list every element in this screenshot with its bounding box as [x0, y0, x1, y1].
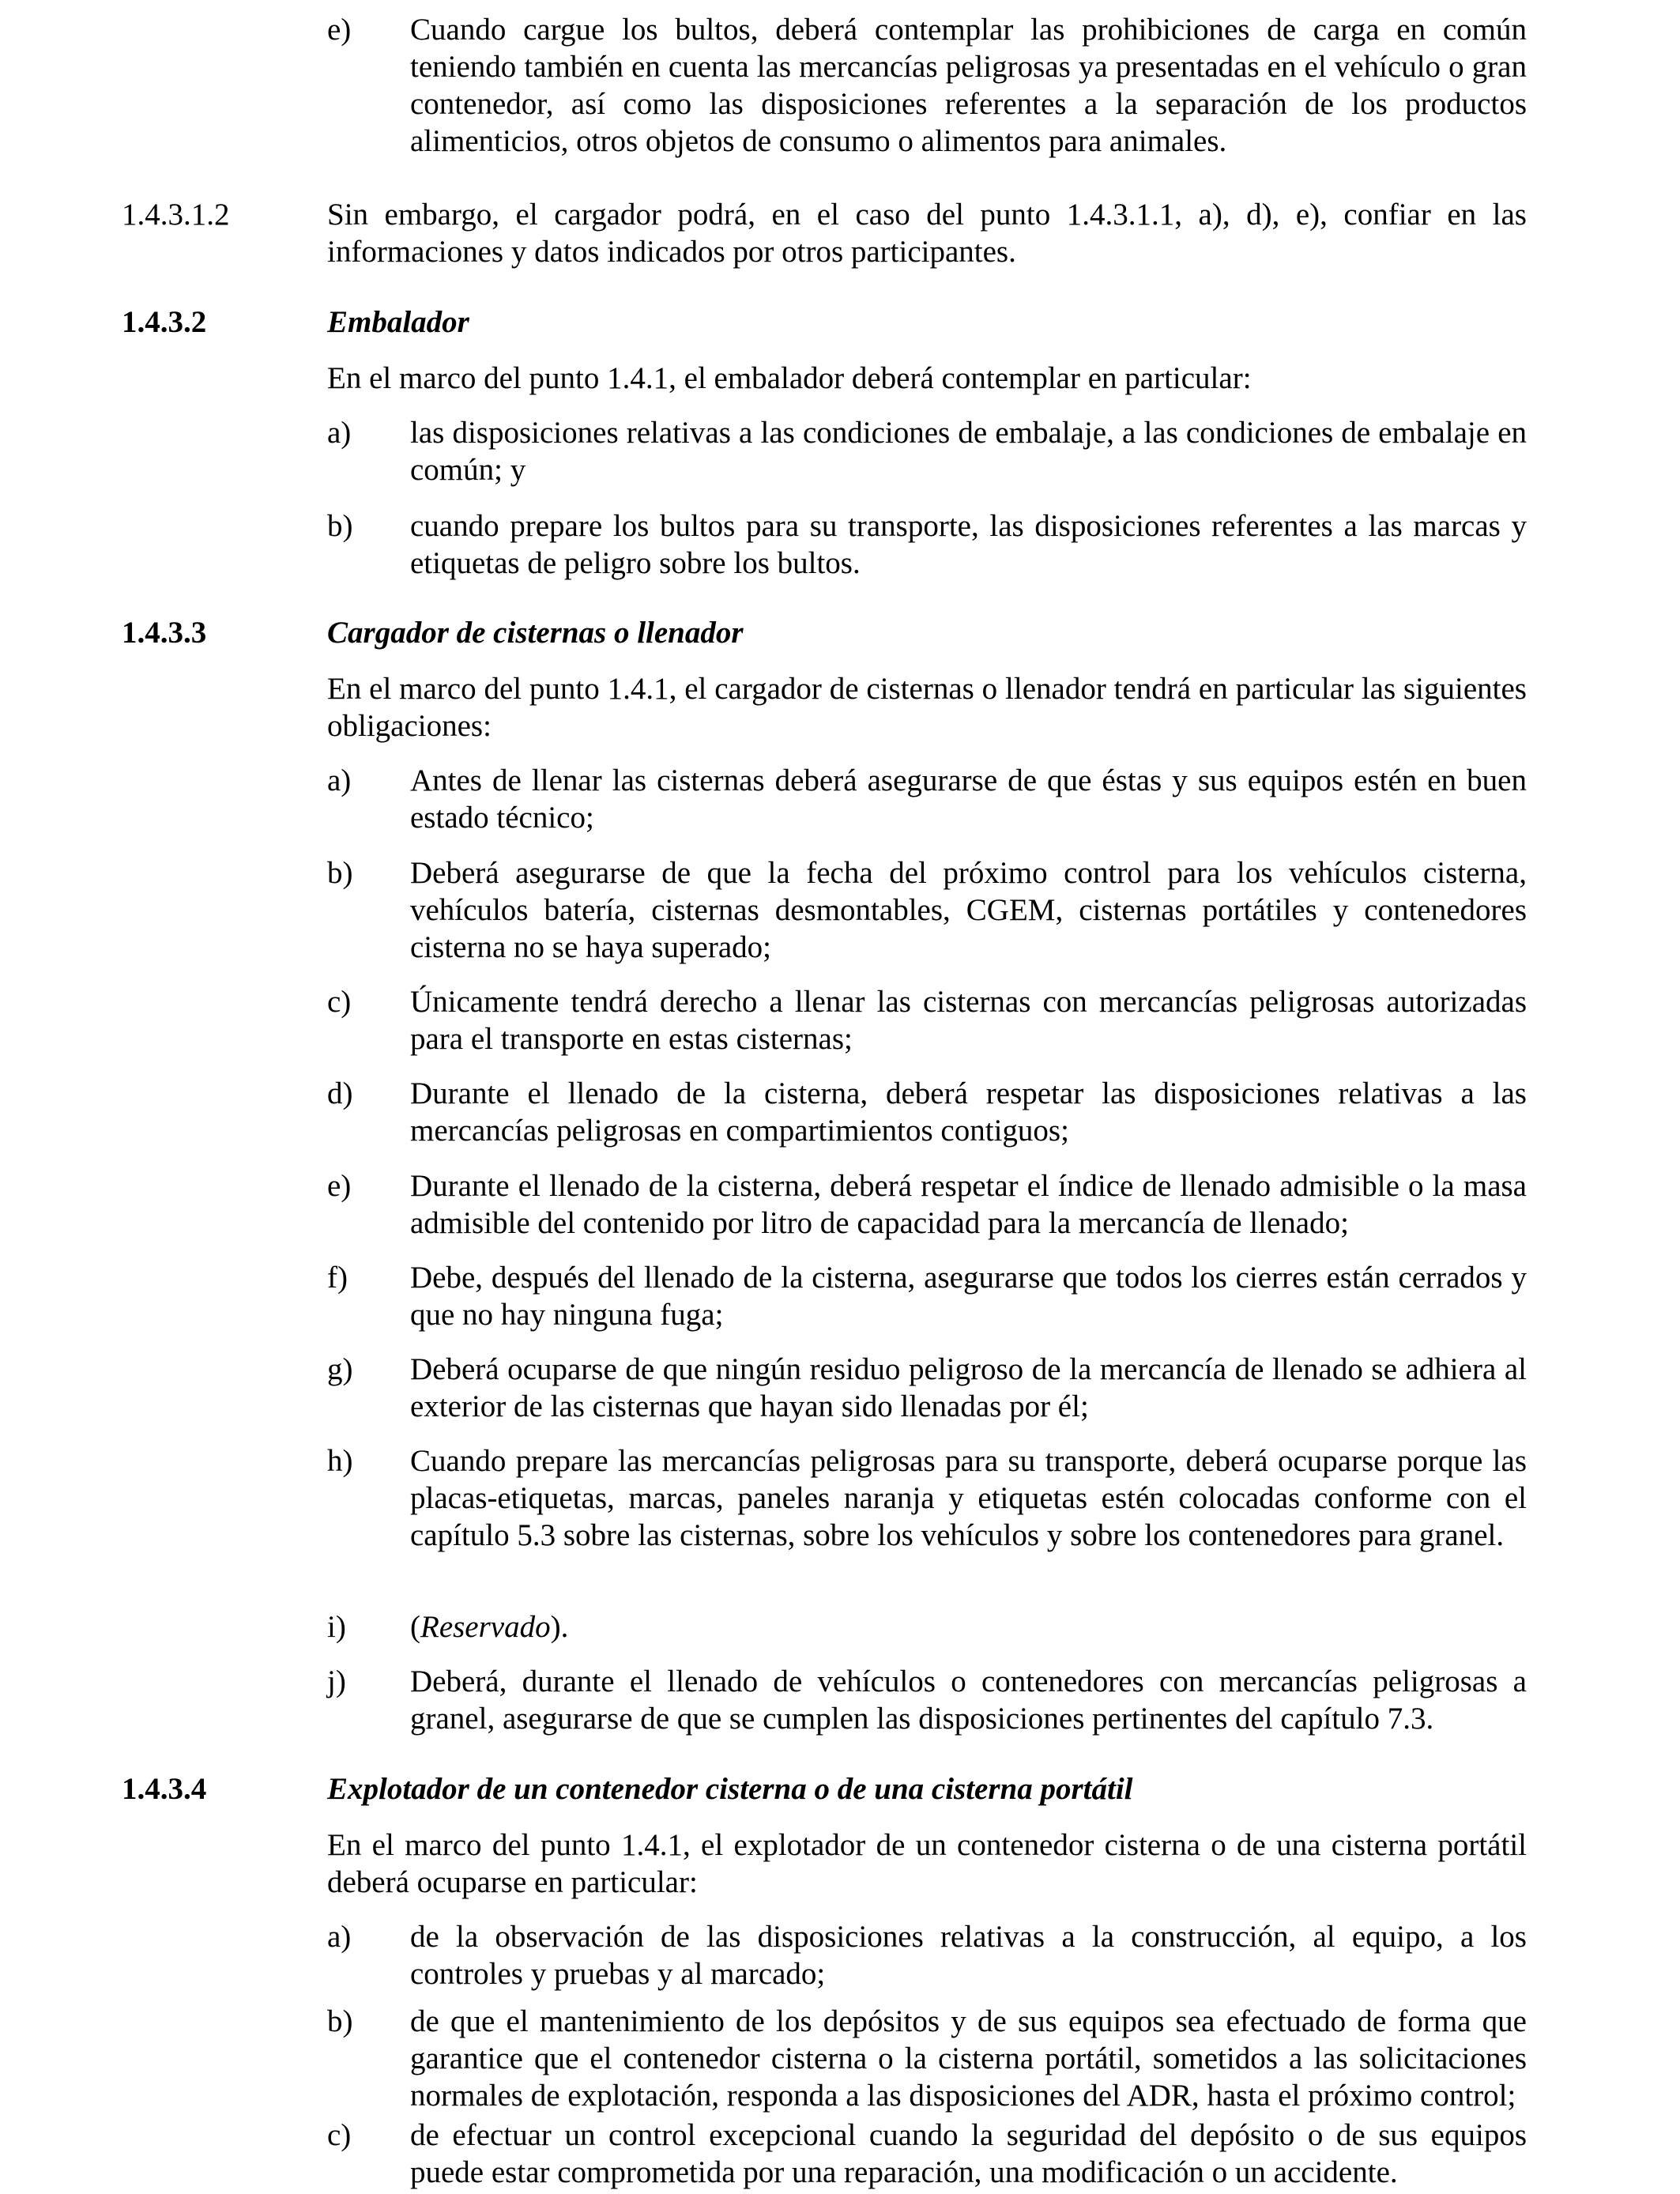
item-text: de la observación de las disposiciones relativas a la construcción, al equipo, a los controles y pruebas y al marcado; — [410, 1920, 1527, 1991]
item-label: c) — [327, 985, 352, 1019]
item-label: j) — [327, 1664, 346, 1698]
item-label: a) — [327, 1920, 352, 1954]
item-label: e) — [327, 13, 352, 47]
item-text: de que el mantenimiento de los depósitos y de sus equipos sea efectuado de forma que garantice que el contenedor cisterna o la cisterna portátil, sometidos a las solicitaciones normales de explotación, responda a las disposiciones del ADR, hasta el próximo control; — [410, 2004, 1527, 2113]
section-title: Embalador — [327, 305, 469, 339]
item-text: de efectuar un control excepcional cuando la seguridad del depósito o de sus equipos puede estar comprometida por una reparación, una modificación o un accidente. — [410, 2118, 1527, 2189]
item-text — [410, 1608, 1527, 1646]
item-label: g) — [327, 1352, 353, 1386]
item-text: Durante el llenado de la cisterna, deberá respetar las disposiciones relativas a las mercancías peligrosas en compartimientos contiguos; — [410, 1076, 1527, 1148]
section-intro: En el marco del punto 1.4.1, el explotador de un contenedor cisterna o de una cisterna portátil deberá ocuparse en particular: — [327, 1828, 1527, 1899]
item-label: b) — [327, 509, 353, 543]
item-text: las disposiciones relativas a las condiciones de embalaje, a las condiciones de embalaje en común; y — [410, 416, 1527, 487]
item-text: cuando prepare los bultos para su transporte, las disposiciones referentes a las marcas y etiquetas de peligro sobre los bultos. — [410, 509, 1527, 580]
item-text: Cuando prepare las mercancías peligrosas para su transporte, deberá ocuparse porque las placas-etiquetas, marcas, paneles naranja y etiquetas estén colocadas conforme con el capítulo 5.3 sobre las cisternas, sobre los vehículos y sobre los contenedores para granel. — [410, 1444, 1527, 1552]
item-text: Deberá, durante el llenado de vehículos o contenedores con mercancías peligrosas a granel, asegurarse de que se cumplen las disposiciones pertinentes del capítulo 7.3. — [410, 1664, 1527, 1736]
section-number: 1.4.3.4 — [122, 1772, 207, 1806]
section-number: 1.4.3.1.2 — [122, 198, 230, 232]
item-text: Durante el llenado de la cisterna, deberá respetar el índice de llenado admisible o la masa admisible del contenido por litro de capacidad para la mercancía de llenado; — [410, 1169, 1527, 1240]
item-text: Deberá ocuparse de que ningún residuo peligroso de la mercancía de llenado se adhiera al exterior de las cisternas que hayan sido llenadas por él; — [410, 1352, 1527, 1423]
item-text: Únicamente tendrá derecho a llenar las cisternas con mercancías peligrosas autorizadas para el transporte en estas cisternas; — [410, 985, 1527, 1056]
item-text-open: ( — [410, 1610, 420, 1644]
item-text: Cuando cargue los bultos, deberá contemplar las prohibiciones de carga en común teniendo también en cuenta las mercancías peligrosas ya presentadas en el vehículo o gran contenedor, así como las disposiciones referentes a la separación de los productos alimenticios, otros objetos de consumo o alimentos para animales. — [410, 13, 1527, 158]
item-text: Debe, después del llenado de la cisterna, asegurarse que todos los cierres están cerrados y que no hay ninguna fuga; — [410, 1261, 1527, 1332]
item-label: d) — [327, 1076, 353, 1110]
section-title: Explotador de un contenedor cisterna o de una cisterna portátil — [327, 1772, 1133, 1806]
item-label: b) — [327, 2004, 353, 2038]
item-text-italic: Reservado — [420, 1610, 551, 1644]
item-text-close: ). — [550, 1610, 569, 1644]
item-label: a) — [327, 763, 352, 797]
section-number: 1.4.3.2 — [122, 305, 207, 339]
item-label: b) — [327, 856, 353, 890]
section-intro: En el marco del punto 1.4.1, el cargador de cisternas o llenador tendrá en particular las siguientes obligaciones: — [327, 672, 1527, 743]
paragraph-text: Sin embargo, el cargador podrá, en el caso del punto 1.4.3.1.1, a), d), e), confiar en las informaciones y datos indicados por otros participantes. — [327, 198, 1527, 269]
item-label: i) — [327, 1610, 346, 1644]
section-number: 1.4.3.3 — [122, 616, 207, 650]
item-label: c) — [327, 2118, 352, 2152]
item-label: h) — [327, 1444, 353, 1478]
item-label: f) — [327, 1261, 348, 1295]
item-text: Antes de llenar las cisternas deberá asegurarse de que éstas y sus equipos estén en buen estado técnico; — [410, 763, 1527, 835]
item-label: e) — [327, 1169, 352, 1203]
section-intro: En el marco del punto 1.4.1, el embalador deberá contemplar en particular: — [327, 361, 1252, 395]
item-label: a) — [327, 416, 352, 450]
item-text: Deberá asegurarse de que la fecha del próximo control para los vehículos cisterna, vehículos batería, cisternas desmontables, CGEM, cisternas portátiles y contenedores cisterna no se haya superado; — [410, 856, 1527, 964]
section-title: Cargador de cisternas o llenador — [327, 616, 744, 650]
